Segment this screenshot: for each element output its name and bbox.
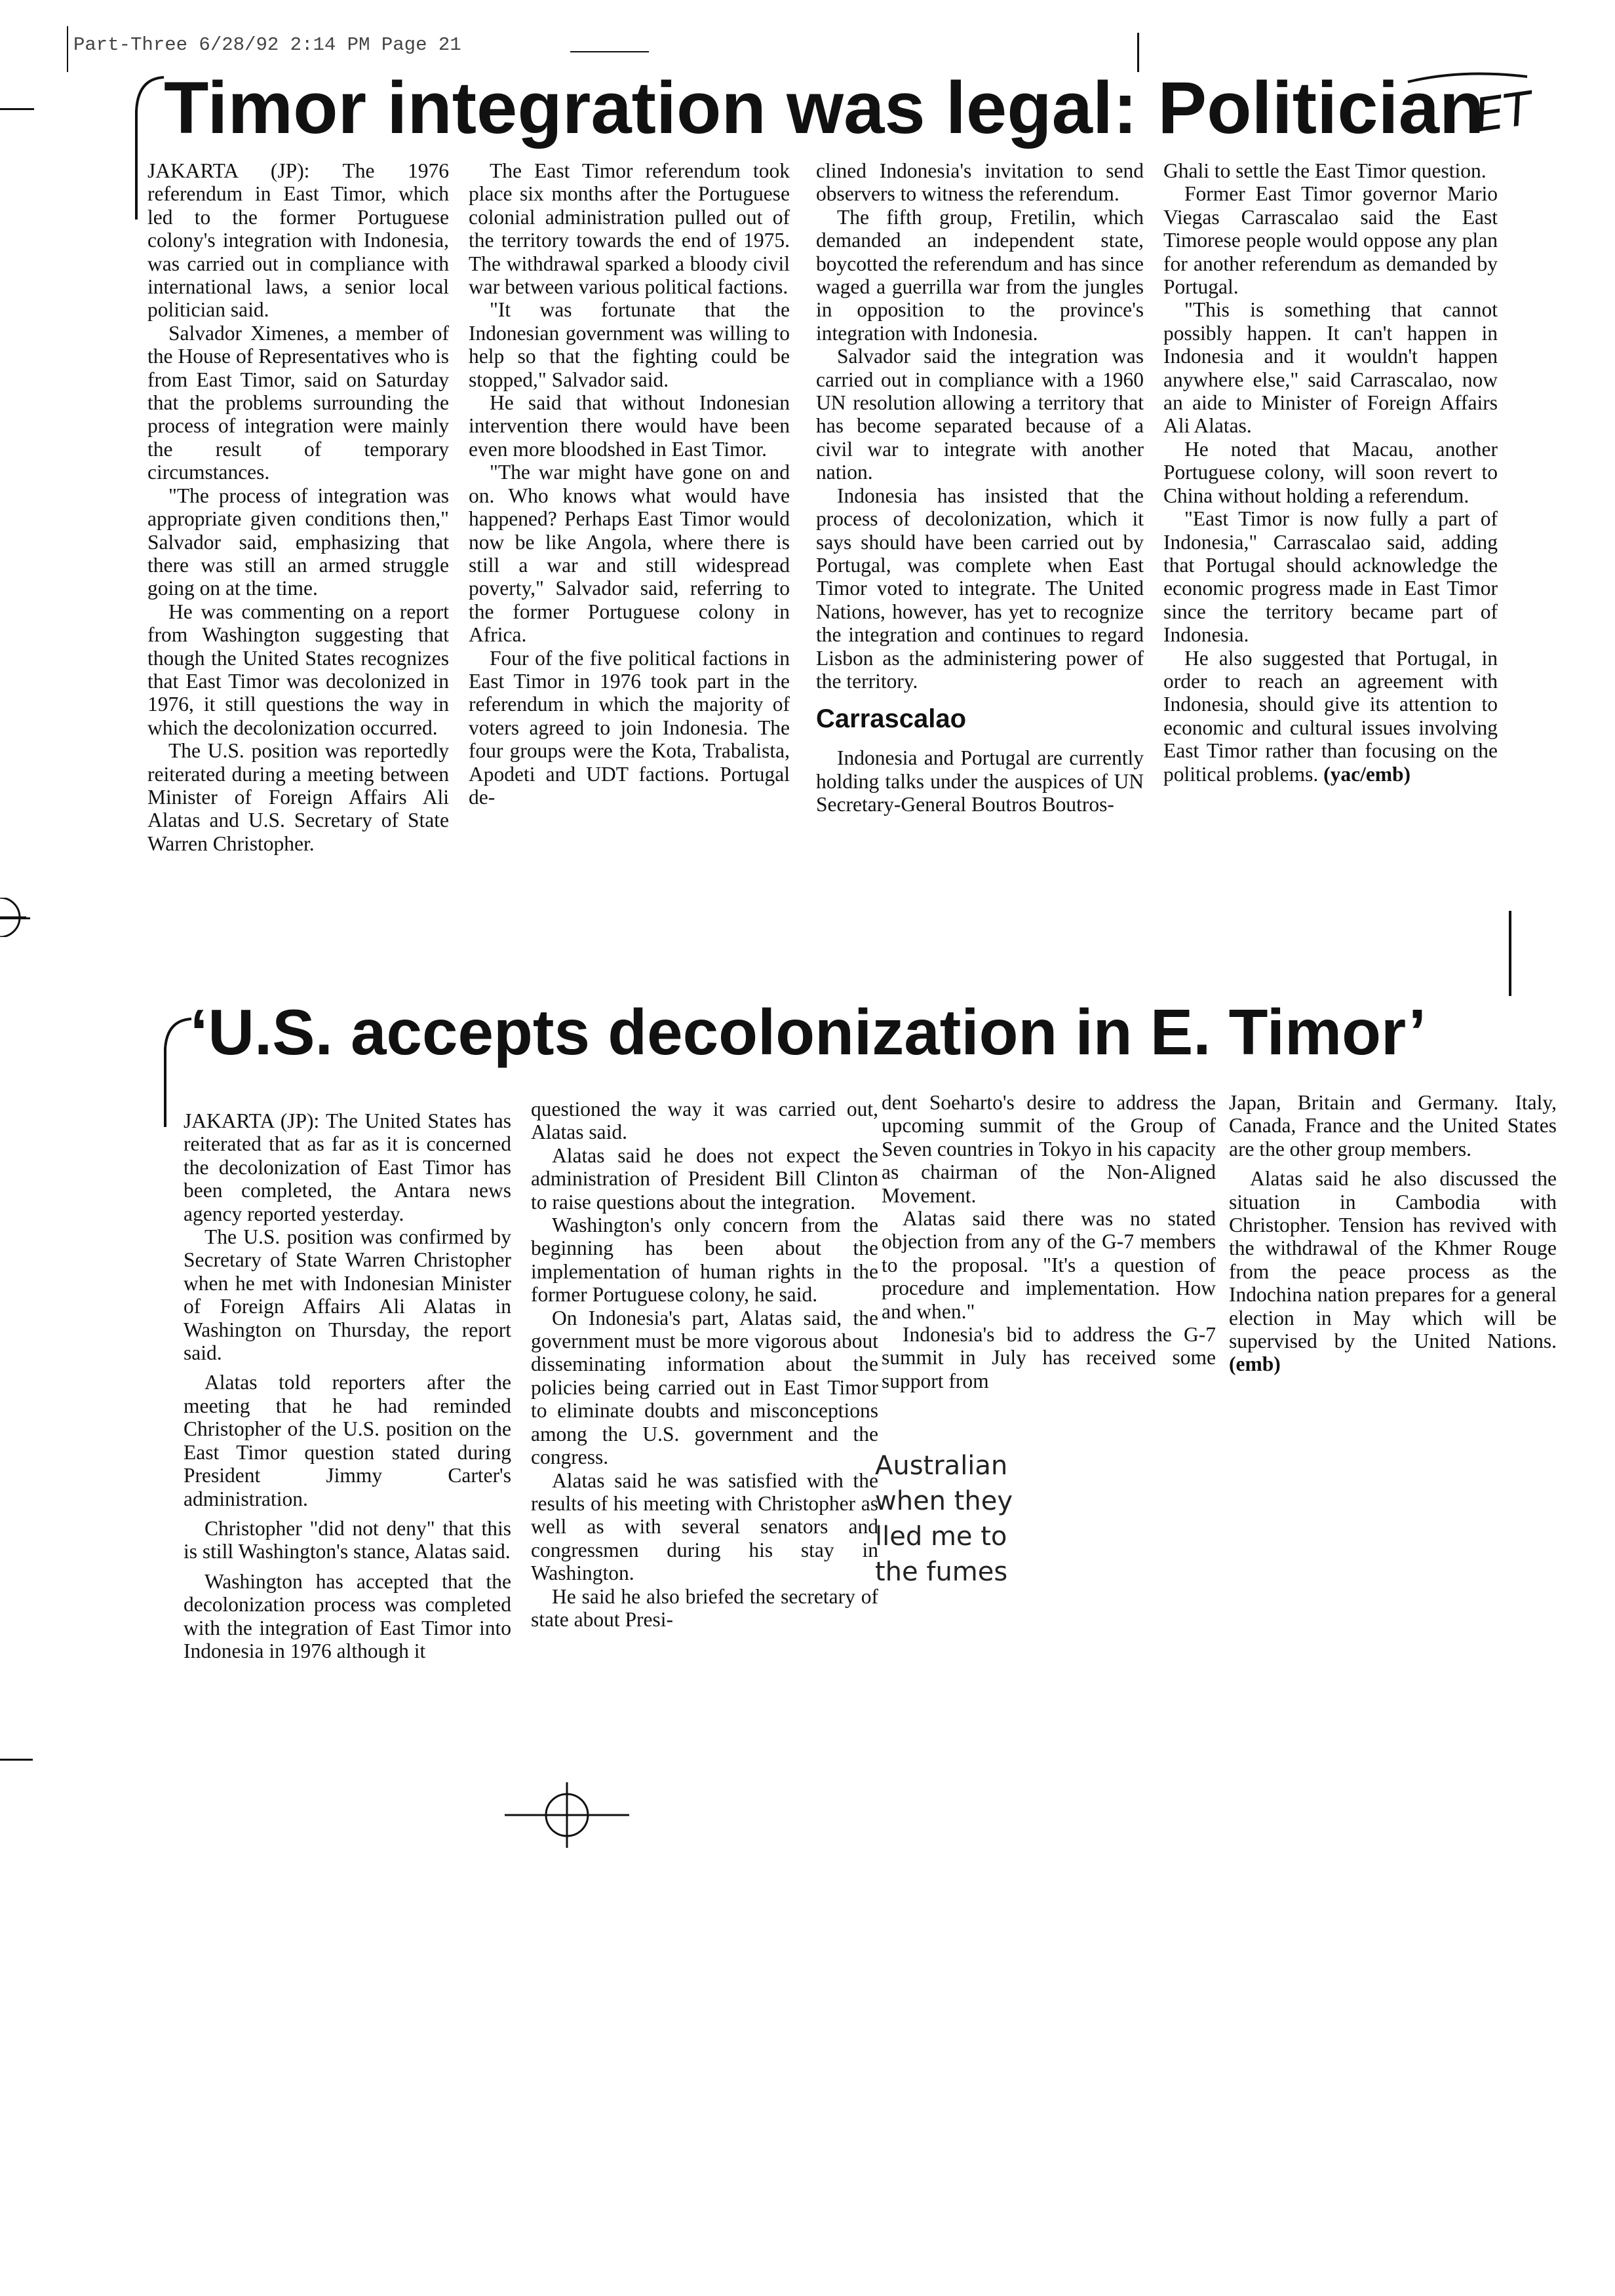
paragraph: Alatas said he was satisfied with the results of his meeting with Christopher as well as with several senators and congressmen during his stay in Washington. (531, 1468, 878, 1585)
paragraph: "This is something that cannot possibly happen. It can't happen in Indonesia and it wouldn't happen anywhere else," said Carrascalao, now an aide to Minister of Foreign Affairs Ali Alatas. (1163, 298, 1498, 438)
byline-initials: (yac/emb) (1323, 762, 1411, 786)
bottom-left-mark (0, 1759, 33, 1761)
paragraph: He was commenting on a report from Washington suggesting that though the United States recognizes that East Timor was decolonized in 1976, it still questions the way in which the decolonization occurred. (147, 600, 449, 739)
paragraph: Ghali to settle the East Timor question. (1163, 159, 1487, 182)
left-registration-target-icon (0, 898, 26, 937)
story1-column-2 (469, 159, 790, 809)
paragraph: Indonesia's bid to address the G-7 summit in July has received some support from (882, 1323, 1216, 1392)
paragraph: Alatas told reporters after the meeting that he had reminded Christopher of the U.S. position on the East Timor question stated during President Jimmy Carter's administration. (184, 1371, 511, 1510)
clipping-line: lled me to (875, 1521, 1007, 1552)
story2-column-1 (184, 1109, 511, 1662)
paragraph: "The process of integration was appropriate given conditions then," Salvador said, emphasizing that there was still an armed struggle going on at the time. (147, 484, 449, 600)
bottom-registration-target-icon (505, 1782, 629, 1848)
paragraph: Washington has accepted that the decolonization process was completed with the integration of East Timor into Indonesia in 1976 although it (184, 1569, 511, 1662)
story2-column-3 (882, 1091, 1216, 1392)
paragraph: On Indonesia's part, Alatas said, the government must be more vigorous about disseminating information about the policies being carried out in East Timor to eliminate doubts and misconceptions among the U.S. government and the congress. (531, 1306, 878, 1469)
paragraph: "The war might have gone on and on. Who knows what would have happened? Perhaps East Timor would now be like Angola, where there is still a war and still widespread poverty," Salvador said, referring to the former Portuguese colony in Africa. (469, 461, 790, 647)
paragraph: Japan, Britain and Germany. Italy, Canada, France and the United States are the other group members. (1229, 1091, 1557, 1160)
paragraph: Indonesia and Portugal are currently holding talks under the auspices of UN Secretary-General Boutros Boutros- (816, 746, 1144, 816)
paragraph-text: Alatas said he also discussed the situation in Cambodia with Christopher. Tension has revived with the withdrawal of the Khmer Rouge from the peace process as the Indochina nation prepares for a general election in May which will be supervised by the United Nations. (1229, 1167, 1557, 1353)
paragraph: clined Indonesia's invitation to send observers to witness the referendum. (816, 159, 1144, 206)
paragraph: Indonesia has insisted that the process of decolonization, which it says should have been carried out by Portugal, was complete when East Timor voted to integrate. The United Nations, however, has yet to recognize the integration and continues to regard Lisbon as the administering power of the territory. (816, 484, 1144, 693)
story2-column-4 (1229, 1091, 1557, 1376)
paragraph: Alatas said there was no stated objection from any of the G-7 members to the proposal. "It's a question of procedure and implementation. How and when." (882, 1207, 1216, 1323)
clipping-line: the fumes (875, 1557, 1008, 1587)
byline-initials: (emb) (1229, 1352, 1281, 1376)
paragraph: He said he also briefed the secretary of state about Presi- (531, 1584, 878, 1631)
paragraph: Christopher "did not deny" that this is still Washington's stance, Alatas said. (184, 1516, 511, 1563)
paragraph: The fifth group, Fretilin, which demanded an independent state, boycotted the referendum and has since waged a guerrilla war from the jungles in opposition to the province's integration with Indonesia. (816, 205, 1144, 345)
paragraph: Salvador Ximenes, a member of the House of Representatives who is from East Timor, said on Saturday that the problems surrounding the process of integration were mainly the result of temporary circumstances. (147, 321, 449, 484)
story1-column-1 (147, 159, 449, 855)
paragraph: Former East Timor governor Mario Viegas Carrascalao said the East Timorese people would oppose any plan for another referendum as demanded by Portugal. (1163, 182, 1498, 299)
left-margin-line (67, 26, 68, 72)
clipping-line: when they (875, 1486, 1013, 1516)
paragraph: Washington's only concern from the beginning has been about the implementation of human rights in the former Portuguese colony, he said. (531, 1214, 878, 1307)
story1-subhead: Carrascalao (816, 704, 967, 734)
left-crop-mark (0, 108, 34, 110)
paragraph-text: He also suggested that Portugal, in order to reach an agreement with Indonesia, should give its attention to economic and cultural issues involving East Timor rather than focusing on the political problems. (1163, 646, 1498, 786)
paragraph: "East Timor is now fully a part of Indonesia," Carrascalao said, adding that Portugal should acknowledge the economic progress made in East Timor since the territory became part of Indonesia. (1163, 507, 1498, 647)
paragraph: JAKARTA (JP): The 1976 referendum in East Timor, which led to the former Portuguese colony's integration with Indonesia, was carried out in compliance with international laws, a senior local politician said. (147, 159, 449, 322)
paragraph: Salvador said the integration was carried out in compliance with a 1960 UN resolution allowing a territory that has become separated because of a civil war to integrate with another nation. (816, 345, 1144, 484)
paragraph: "It was fortunate that the Indonesian government was willing to help so that the fighting could be stopped," Salvador said. (469, 298, 790, 391)
story1-end-bracket (1509, 911, 1511, 996)
story1-headline: Timor integration was legal: Politician (164, 67, 1485, 149)
paragraph: The East Timor referendum took place six months after the Portuguese colonial administration pulled out of the territory towards the end of 1975. The withdrawal sparked a bloody civil war between various political factions. (469, 159, 790, 299)
paragraph: questioned the way it was carried out, Alatas said. (531, 1098, 878, 1144)
paragraph: He noted that Macau, another Portuguese colony, will soon revert to China without holding a referendum. (1163, 437, 1498, 507)
paragraph (1229, 1167, 1557, 1376)
paragraph: dent Soeharto's desire to address the upcoming summit of the Group of Seven countries in Tokyo in his capacity as chairman of the Non-Aligned Movement. (882, 1091, 1216, 1207)
paragraph: The U.S. position was reportedly reiterated during a meeting between Minister of Foreign Affairs Ali Alatas and U.S. Secretary of State Warren Christopher. (147, 739, 449, 855)
paragraph (1163, 647, 1498, 786)
clipping-line: Australian (875, 1451, 1008, 1481)
top-center-mark (570, 51, 649, 52)
handwritten-note: ET (1471, 81, 1536, 143)
paragraph: Alatas said he does not expect the administration of President Bill Clinton to raise questions about the integration. (531, 1143, 878, 1214)
paragraph: Four of the five political factions in East Timor in 1976 took part in the referendum in which the majority of voters agreed to join Indonesia. The four groups were the Kota, Trabalista, Apodeti and UDT factions. Portugal de- (469, 646, 790, 809)
clipping-fragment (875, 1448, 1013, 1590)
story1-column-3 (816, 159, 1144, 816)
paragraph: The U.S. position was confirmed by Secretary of State Warren Christopher when he met with Indonesian Minister of Foreign Affairs Ali Alatas in Washington on Thursday, the report said. (184, 1225, 511, 1365)
story2-headline: ‘U.S. accepts decolonization in E. Timor’ (190, 996, 1426, 1068)
paragraph: He said that without Indonesian intervention there would have been even more bloodshed in East Timor. (469, 391, 790, 461)
story1-column-4 (1163, 159, 1498, 786)
page-slug: Part-Three 6/28/92 2:14 PM Page 21 (73, 34, 461, 56)
story2-column-2 (531, 1098, 878, 1631)
paragraph: JAKARTA (JP): The United States has reiterated that as far as it is concerned the decolonization of East Timor has been completed, the Antara news agency reported yesterday. (184, 1109, 511, 1225)
